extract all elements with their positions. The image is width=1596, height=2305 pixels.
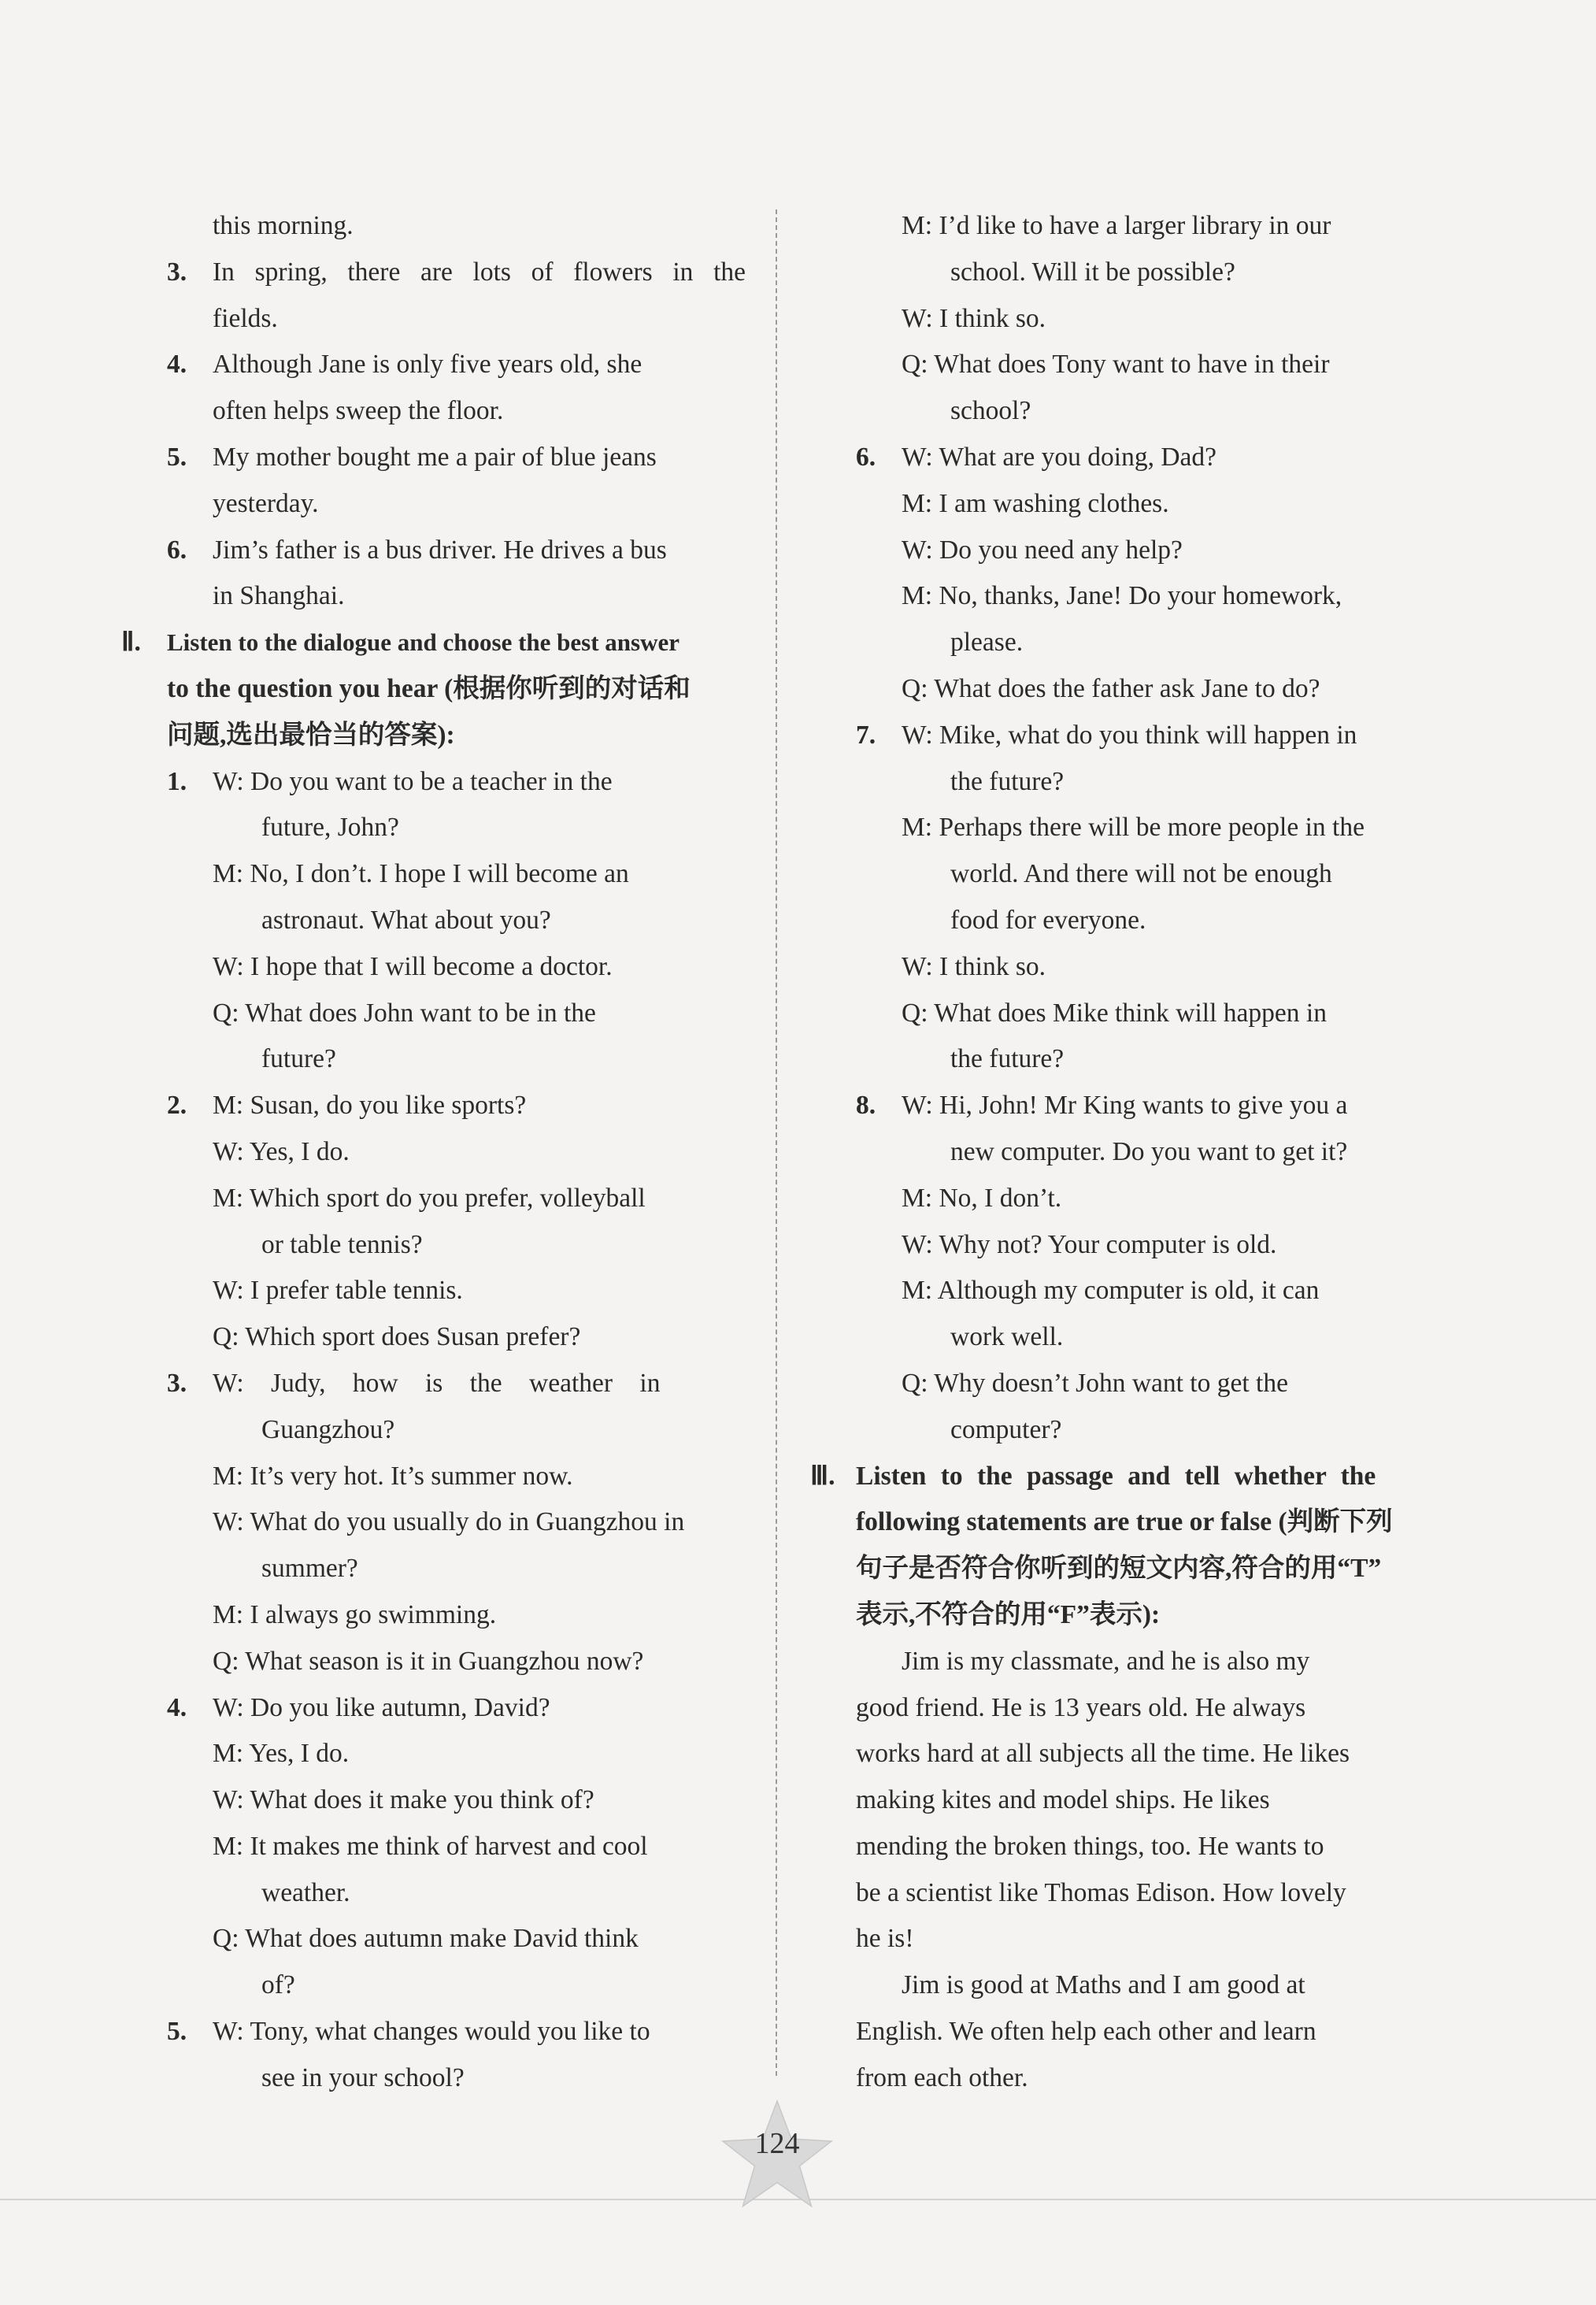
item-number: 5. [167,2017,187,2047]
dialogue-line: M: No, I don’t. [902,1183,1062,1213]
section-instruction: following statements are true or false (判断下列 [856,1507,1393,1537]
dialogue-line: M: Although my computer is old, it can [902,1276,1320,1306]
item-number: 4. [167,1692,187,1722]
dialogue-line: food for everyone. [950,905,1146,935]
dialogue-line: W: Why not? Your computer is old. [902,1229,1277,1259]
passage-paragraph [856,1639,1439,1963]
dialogue-line: M: Which sport do you prefer, volleyball [213,1183,646,1213]
question-line: Q: What does John want to be in the [213,998,596,1028]
dialogue-line: M: I always go swimming. [213,1599,497,1629]
question-line: future? [261,1044,336,1074]
item-number: 1. [167,766,187,796]
section-instruction: 句子是否符合你听到的短文内容,符合的用“T” [856,1554,1382,1584]
dialogue-line: W: Hi, John! Mr King wants to give you a [902,1091,1348,1121]
dialogue-line: Guangzhou? [261,1414,395,1444]
dialogue-line: M: No, I don’t. I hope I will become an [213,859,629,889]
passage-line: he is! [856,1924,914,1954]
dialogue-item [167,1361,746,1685]
sentence-text: in Shanghai. [213,581,345,611]
dialogue-line: M: It’s very hot. It’s summer now. [213,1461,573,1491]
item-number: 7. [856,720,876,750]
dialogue-line: W: What do you usually do in Guangzhou in [213,1507,685,1537]
dialogue-line: M: Yes, I do. [213,1739,350,1769]
question-line: of? [261,1970,295,2000]
question-line: Q: Which sport does Susan prefer? [213,1322,581,1352]
item-number: 6. [856,442,876,472]
sentence-item [167,250,746,343]
item-number: 6. [167,535,187,565]
section-heading [810,1454,1439,1639]
left-column [121,203,746,2102]
sentence-item [167,342,746,435]
dialogue-line: W: What are you doing, Dad? [902,442,1217,472]
sentence-item [167,528,746,621]
item-number: 2. [167,1091,187,1121]
dialogue-line: W: Do you want to be a teacher in the [213,766,613,796]
dialogue-line: W: I think so. [902,303,1046,333]
question-line: Q: What does autumn make David think [213,1924,639,1954]
dialogue-line: M: Perhaps there will be more people in the [902,813,1365,843]
section-instruction: to the question you hear (根据你听到的对话和 [167,673,691,703]
dialogue-line: M: I’d like to have a larger library in our [902,211,1331,240]
dialogue-line: astronaut. What about you? [261,905,551,935]
dialogue-line: W: What does it make you think of? [213,1785,594,1815]
dialogue-line: see in your school? [261,2062,465,2092]
question-line: Q: What does the father ask Jane to do? [902,673,1320,703]
question-line: Q: What does Tony want to have in their [902,350,1330,380]
sentence-text: Although Jane is only five years old, she [213,350,642,380]
dialogue-line: W: Mike, what do you think will happen in [902,720,1357,750]
item-number: 8. [856,1091,876,1121]
right-column [810,203,1439,2102]
dialogue-line: W: Judy, how is the weather in [213,1368,661,1398]
passage-line: Jim is good at Maths and I am good at [902,1970,1305,2000]
section-instruction: Listen to the dialogue and choose the best answer [167,628,680,657]
dialogue-line: W: I think so. [902,951,1046,981]
question-line: the future? [950,1044,1065,1074]
dialogue-item [167,759,746,1084]
passage-line: from each other. [856,2062,1028,2092]
text-line: this morning. [213,211,354,240]
section-number: Ⅱ. [121,628,141,658]
dialogue-line: W: Do you need any help? [902,535,1183,565]
dialogue-line: weather. [261,1877,350,1907]
passage-line: good friend. He is 13 years old. He always [856,1692,1306,1722]
dialogue-line: W: Do you like autumn, David? [213,1692,550,1722]
page-number: 124 [754,2127,800,2160]
section-heading [121,620,746,758]
sentence-text: My mother bought me a pair of blue jeans [213,442,657,472]
dialogue-item [167,2009,746,2102]
dialogue-item [856,713,1439,1083]
sentence-item [167,435,746,528]
dialogue-line: W: I hope that I will become a doctor. [213,951,613,981]
item-number: 3. [167,1368,187,1398]
question-line: Q: What does Mike think will happen in [902,998,1327,1028]
dialogue-line: work well. [950,1322,1064,1352]
passage-line: English. We often help each other and learn [856,2017,1316,2047]
dialogue-line: W: Tony, what changes would you like to [213,2017,650,2047]
section-instruction: 表示,不符合的用“F”表示): [856,1599,1161,1629]
dialogue-line: world. And there will not be enough [950,859,1332,889]
item-number: 4. [167,350,187,380]
column-divider [776,209,777,2076]
dialogue-line: M: It makes me think of harvest and cool [213,1831,648,1861]
item-number: 5. [167,442,187,472]
sentence-text: In spring, there are lots of flowers in the [213,257,746,287]
dialogue-item [856,1083,1439,1453]
dialogue-line: M: Susan, do you like sports? [213,1091,527,1121]
passage-line: be a scientist like Thomas Edison. How lovely [856,1877,1346,1907]
dialogue-item [856,435,1439,713]
dialogue-line: M: I am washing clothes. [902,488,1169,518]
dialogue-line: or table tennis? [261,1229,423,1259]
dialogue-line: W: I prefer table tennis. [213,1276,463,1306]
passage-paragraph [856,1962,1439,2101]
dialogue-item [167,1083,746,1361]
question-line: Q: What season is it in Guangzhou now? [213,1646,644,1676]
item-number: 3. [167,257,187,287]
dialogue-line: M: No, thanks, Jane! Do your homework, [902,581,1342,611]
question-line: computer? [950,1414,1062,1444]
sentence-text: yesterday. [213,488,319,518]
sentence-text: fields. [213,303,278,333]
dialogue-line: new computer. Do you want to get it? [950,1136,1348,1166]
dialogue-line: the future? [950,766,1065,796]
dialogue-line: please. [950,628,1024,658]
dialogue-line: W: Yes, I do. [213,1136,350,1166]
section-instruction: Listen to the passage and tell whether the [856,1461,1376,1491]
passage-line: making kites and model ships. He likes [856,1785,1270,1815]
passage-line: works hard at all subjects all the time. He likes [856,1739,1350,1769]
dialogue-line: school. Will it be possible? [950,257,1235,287]
question-line: Q: Why doesn’t John want to get the [902,1368,1288,1398]
section-number: Ⅲ. [810,1461,835,1491]
passage-line: Jim is my classmate, and he is also my [902,1646,1310,1676]
passage-line: mending the broken things, too. He wants to [856,1831,1324,1861]
section-instruction: 问题,选出最恰当的答案): [167,720,455,750]
dialogue-line: summer? [261,1554,358,1584]
question-line: school? [950,396,1031,426]
sentence-text: Jim’s father is a bus driver. He drives a bus [213,535,667,565]
sentence-text: often helps sweep the floor. [213,396,504,426]
dialogue-line: future, John? [261,813,399,843]
dialogue-item [167,1685,746,2010]
